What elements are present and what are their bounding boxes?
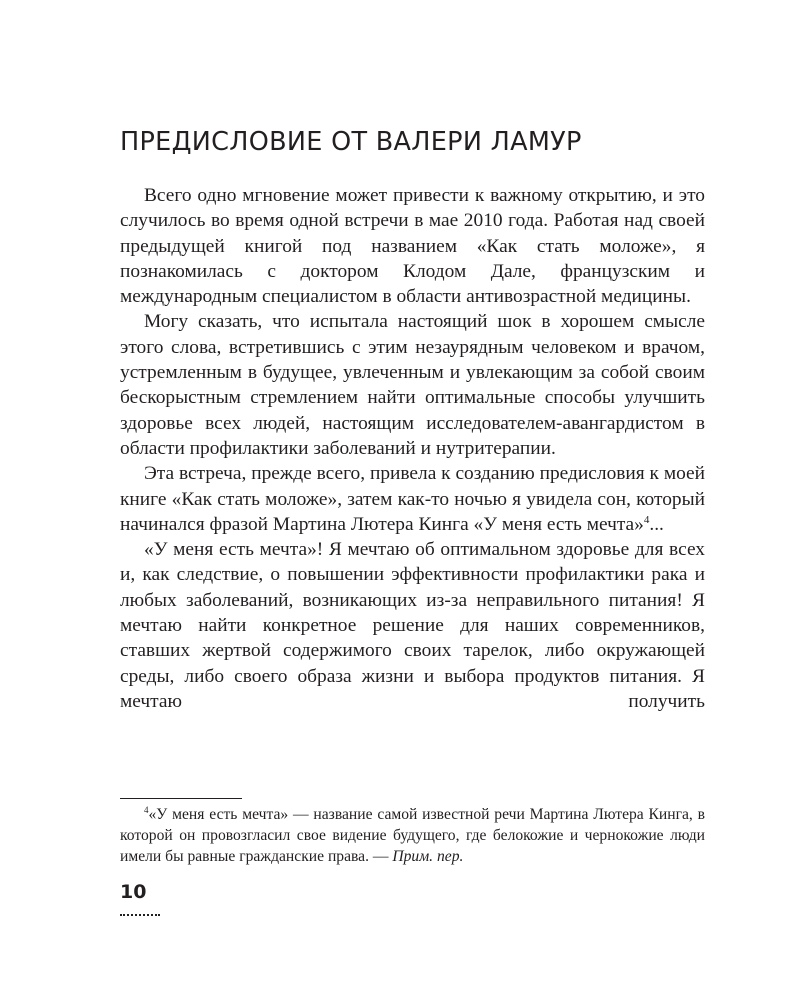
- chapter-heading: ПРЕДИСЛОВИЕ ОТ ВАЛЕРИ ЛАМУР: [120, 127, 582, 157]
- footnote: [120, 804, 705, 867]
- paragraph-3: [120, 461, 705, 537]
- paragraph-3-ellipsis: ...: [649, 513, 664, 535]
- footnote-text: «У меня есть мечта» — название самой известной речи Мартина Лютера Кинга, в которой он провозгласил свое видение будущего, где белокожие и чернокожие люди имели бы равные гражданские права. —: [120, 806, 705, 865]
- main-text: [120, 183, 705, 714]
- paragraph-1: Всего одно мгновение может привести к важному открытию, и это случилось во время одной встречи в мае 2010 года. Работая над своей предыдущей книгой под названием «Как стать моложе», я познакомилась с доктором Клодом Дале, французским и международным специалистом в области антивозрастной медицины.: [120, 185, 705, 308]
- page-number-dots: [120, 914, 160, 916]
- footnote-reference[interactable]: 4: [643, 513, 650, 526]
- paragraph-4: «У меня есть мечта»! Я мечтаю об оптимальном здоровье для всех и, как следствие, о повышении эффективности профилактики рака и любых заболеваний, возникающих из-за неправильного питания! Я мечтаю найти конкретное решение для наших современников, ставших жертвой содержимого своих тарелок, либо окружающей среды, либо своего образа жизни и выбора продуктов питания. Я мечтаю получить: [120, 539, 705, 712]
- footnote-mark: 4: [144, 805, 149, 815]
- book-page: [120, 0, 705, 1000]
- page-number: 10: [120, 881, 147, 903]
- paragraph-2: Могу сказать, что испытала настоящий шок в хорошем смысле этого слова, встретившись с этим незаурядным человеком и врачом, устремленным в будущее, увлеченным и увлекающим за собой своим бескорыстным стремлением найти оптимальные способы улучшить здоровье всех людей, настоящим исследователем-авангардистом в области профилактики заболеваний и нутритерапии.: [120, 311, 705, 459]
- paragraph-3-text: Эта встреча, прежде всего, привела к созданию предисловия к моей книге «Как стать моложе», затем как-то ночью я увидела сон, который начинался фразой Мартина Лютера Кинга «У меня есть мечта»: [120, 463, 706, 535]
- footnote-divider: [120, 798, 242, 799]
- translator-note: Прим. пер.: [392, 848, 464, 865]
